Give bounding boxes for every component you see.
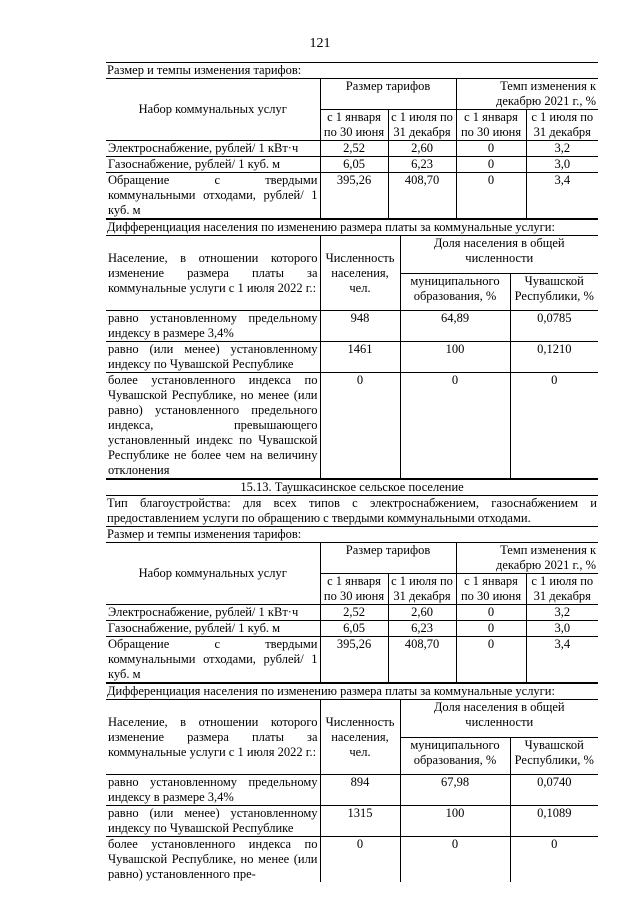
cell-value: 3,2	[526, 141, 598, 157]
population-category: более установленного индекса по Чувашской Республике, но менее (или равно) установленного предельного индекса, превышающего установленный индекс по Чувашской Республике не более чем на величину отклонения	[106, 373, 320, 479]
header-period: с 1 июля по 31 декабря	[526, 574, 598, 605]
cell-value: 3,0	[526, 621, 598, 637]
table-row	[106, 373, 598, 479]
cell-value: 2,52	[320, 605, 388, 621]
cell-value: 894	[320, 775, 400, 806]
population-category: равно (или менее) установленному индексу по Чувашской Республике	[106, 806, 320, 837]
cell-value: 408,70	[388, 173, 456, 219]
tariffs-table	[106, 78, 598, 219]
header-services: Набор коммунальных услуг	[106, 543, 320, 605]
table-row	[106, 637, 598, 683]
service-name: Газоснабжение, рублей/ 1 куб. м	[106, 621, 320, 637]
cell-value: 6,05	[320, 157, 388, 173]
cell-value: 3,0	[526, 157, 598, 173]
header-share: Доля населения в общей численности	[400, 236, 598, 274]
header-change-rate: Темп изменения к декабрю 2021 г., %	[456, 543, 598, 574]
header-share: Доля населения в общей численности	[400, 700, 598, 738]
population-category: равно установленному предельному индексу в размере 3,4%	[106, 311, 320, 342]
population-category: равно (или менее) установленному индексу по Чувашской Республике	[106, 342, 320, 373]
header-period: с 1 января по 30 июня	[456, 110, 526, 141]
cell-value: 2,60	[388, 141, 456, 157]
service-name: Электроснабжение, рублей/ 1 кВт·ч	[106, 141, 320, 157]
header-services: Набор коммунальных услуг	[106, 79, 320, 141]
table-row	[106, 311, 598, 342]
section-title: 15.13. Таушкасинское сельское поселение	[106, 479, 598, 495]
header-count: Численность населения, чел.	[320, 700, 400, 775]
cell-value: 64,89	[400, 311, 510, 342]
table-row	[106, 806, 598, 837]
header-republic: Чувашской Республики, %	[510, 737, 598, 775]
improvement-type: Тип благоустройства: для всех типов с электроснабжением, газоснабжением и предоставлением услуги по обращению с твердыми коммунальными отходами.	[107, 496, 597, 525]
table-row	[106, 605, 598, 621]
table-row	[106, 157, 598, 173]
cell-value: 948	[320, 311, 400, 342]
cell-value: 0	[456, 637, 526, 683]
header-tariff-size: Размер тарифов	[320, 543, 456, 574]
cell-value: 100	[400, 342, 510, 373]
cell-value: 0,1089	[510, 806, 598, 837]
cell-value: 0	[510, 837, 598, 883]
cell-value: 0	[320, 837, 400, 883]
header-municipal: муниципального образования, %	[400, 273, 510, 311]
cell-value: 1461	[320, 342, 400, 373]
cell-value: 0,1210	[510, 342, 598, 373]
cell-value: 1315	[320, 806, 400, 837]
service-name: Обращение с твердыми коммунальными отходами, рублей/ 1 куб. м	[106, 637, 320, 683]
cell-value: 6,23	[388, 157, 456, 173]
cell-value: 0	[456, 605, 526, 621]
service-name: Обращение с твердыми коммунальными отходами, рублей/ 1 куб. м	[106, 173, 320, 219]
cell-value: 408,70	[388, 637, 456, 683]
cell-value: 2,52	[320, 141, 388, 157]
cell-value: 0	[456, 141, 526, 157]
table-row	[106, 141, 598, 157]
tariffs-table	[106, 542, 598, 683]
cell-value: 0,0740	[510, 775, 598, 806]
cell-value: 0	[456, 157, 526, 173]
cell-value: 0	[400, 373, 510, 479]
tariffs-caption: Размер и темпы изменения тарифов:	[106, 526, 598, 542]
header-count: Численность населения, чел.	[320, 236, 400, 311]
diff-caption: Дифференциация населения по изменению размера платы за коммунальные услуги:	[106, 219, 598, 235]
table-row	[106, 342, 598, 373]
cell-value: 3,2	[526, 605, 598, 621]
header-population: Население, в отношении которого изменение размера платы за коммунальные услуги с 1 июля 2022 г.:	[106, 700, 320, 775]
cell-value: 395,26	[320, 637, 388, 683]
header-change-rate: Темп изменения к декабрю 2021 г., %	[456, 79, 598, 110]
header-population: Население, в отношении которого изменение размера платы за коммунальные услуги с 1 июля 2022 г.:	[106, 236, 320, 311]
cell-value: 6,23	[388, 621, 456, 637]
cell-value: 3,4	[526, 173, 598, 219]
table-row	[106, 775, 598, 806]
table-row	[106, 621, 598, 637]
cell-value: 3,4	[526, 637, 598, 683]
cell-value: 2,60	[388, 605, 456, 621]
header-republic: Чувашской Республики, %	[510, 273, 598, 311]
cell-value: 0	[400, 837, 510, 883]
cell-value: 0	[456, 621, 526, 637]
cell-value: 67,98	[400, 775, 510, 806]
tariffs-caption: Размер и темпы изменения тарифов:	[106, 62, 598, 78]
cell-value: 6,05	[320, 621, 388, 637]
document-body	[106, 62, 598, 882]
table-row	[106, 837, 598, 883]
diff-caption: Дифференциация населения по изменению размера платы за коммунальные услуги:	[106, 683, 598, 699]
header-period: с 1 июля по 31 декабря	[388, 574, 456, 605]
population-category: равно установленному предельному индексу в размере 3,4%	[106, 775, 320, 806]
header-municipal: муниципального образования, %	[400, 737, 510, 775]
table-row	[106, 173, 598, 219]
cell-value: 100	[400, 806, 510, 837]
header-period: с 1 июля по 31 декабря	[388, 110, 456, 141]
cell-value: 0	[510, 373, 598, 479]
population-category: более установленного индекса по Чувашской Республике, но менее (или равно) установленного пре-	[106, 837, 320, 883]
header-period: с 1 января по 30 июня	[456, 574, 526, 605]
service-name: Газоснабжение, рублей/ 1 куб. м	[106, 157, 320, 173]
header-period: с 1 января по 30 июня	[320, 110, 388, 141]
differentiation-table	[106, 235, 598, 479]
cell-value: 0,0785	[510, 311, 598, 342]
page-number: 121	[309, 36, 331, 51]
differentiation-table	[106, 699, 598, 882]
cell-value: 395,26	[320, 173, 388, 219]
header-period: с 1 июля по 31 декабря	[526, 110, 598, 141]
cell-value: 0	[456, 173, 526, 219]
header-period: с 1 января по 30 июня	[320, 574, 388, 605]
header-tariff-size: Размер тарифов	[320, 79, 456, 110]
service-name: Электроснабжение, рублей/ 1 кВт·ч	[106, 605, 320, 621]
cell-value: 0	[320, 373, 400, 479]
